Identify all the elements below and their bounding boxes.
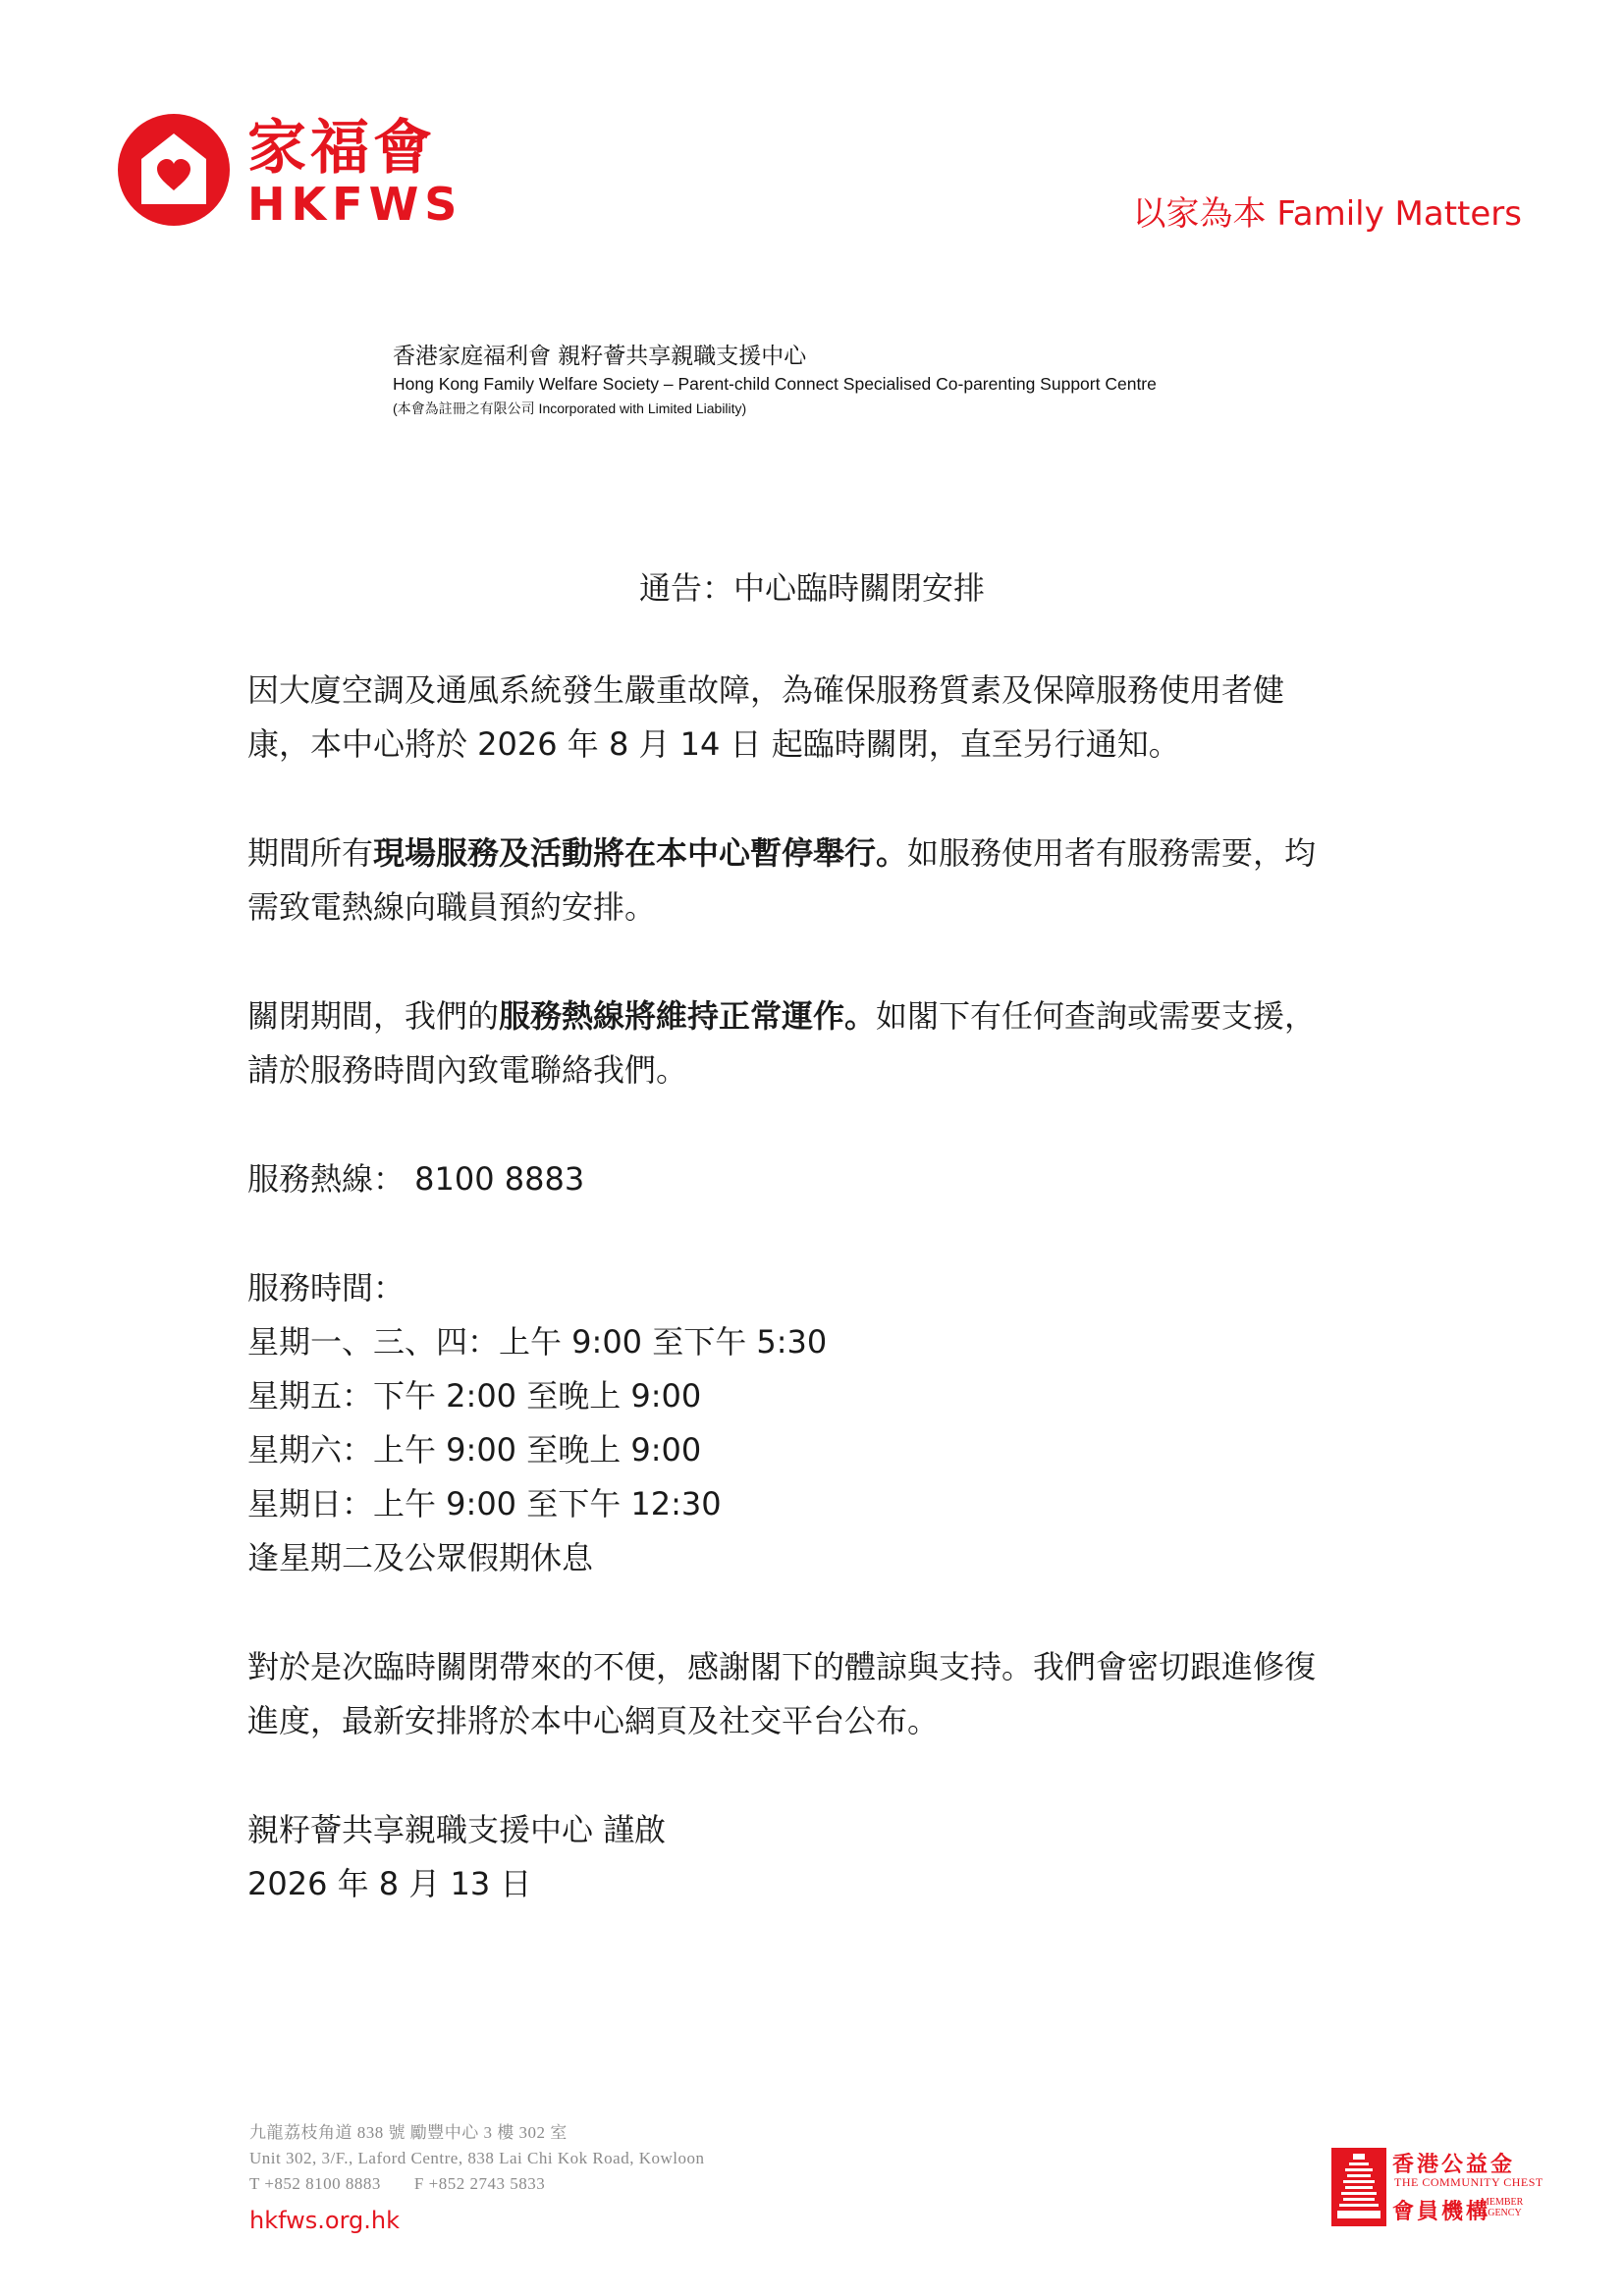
- logo-chinese-name: 家福會: [247, 114, 436, 183]
- logo-wordmark: [247, 114, 463, 231]
- text-span: 關閉期間，我們的: [247, 997, 500, 1035]
- hkfws-logo-icon: [116, 112, 232, 232]
- paragraph-apology: [247, 1640, 1377, 1748]
- tagline: 以家為本 Family Matters: [1132, 194, 1522, 234]
- service-hours-row: 星期六：上午 9:00 至晚上 9:00: [247, 1431, 702, 1468]
- notice-title: 通告：中心臨時關閉安排: [638, 569, 985, 607]
- text-line: 因大廈空調及通風系統發生嚴重故障，為確保服務質素及保障服務使用者健: [247, 671, 1285, 709]
- footer-address: [249, 2120, 705, 2197]
- phone-number: T +852 8100 8883: [249, 2174, 381, 2193]
- text-line: 服務熱線： 8100 8883: [247, 1160, 585, 1198]
- website-link[interactable]: hkfws.org.hk: [249, 2207, 400, 2234]
- contact-numbers: [249, 2171, 705, 2197]
- bold-text: 服務熱線將維持正常運作。: [499, 997, 877, 1035]
- address-english: Unit 302, 3/F., Laford Centre, 838 Lai Chi Kok Road, Kowloon: [249, 2149, 705, 2167]
- text-line: 對於是次臨時關閉帶來的不便，感謝閣下的體諒與支持。我們會密切跟進修復: [247, 1648, 1317, 1685]
- notice-body: [247, 664, 1377, 1966]
- service-hours-row: 星期一、三、四：上午 9:00 至下午 5:30: [247, 1323, 828, 1361]
- notice-date: 2026 年 8 月 13 日: [247, 1865, 532, 1902]
- hotline-number: [247, 1152, 1377, 1206]
- bold-text: 現場服務及活動將在本中心暫停舉行。: [373, 834, 908, 872]
- service-hours-title: 服務時間：: [247, 1269, 406, 1307]
- signature-block: [247, 1803, 1377, 1911]
- logo-english-name: HKFWS: [247, 178, 463, 231]
- organization-info: [393, 342, 1157, 420]
- member-agency-chinese: 會員機構: [1392, 2200, 1491, 2224]
- org-incorporation-note: (本會為註冊之有限公司 Incorporated with Limited Liability): [393, 400, 747, 416]
- text-line: [247, 827, 1377, 881]
- fax-number: F +852 2743 5833: [413, 2174, 546, 2193]
- service-hours-row: 星期日：上午 9:00 至下午 12:30: [247, 1485, 722, 1522]
- member-agency-english: MEMBER AGENCY: [1481, 2197, 1524, 2218]
- service-hours-row: 星期五：下午 2:00 至晚上 9:00: [247, 1377, 702, 1415]
- address-chinese: 九龍荔枝角道 838 號 勵豐中心 3 樓 302 室: [249, 2123, 568, 2142]
- community-chest-logo-icon: [1331, 2148, 1386, 2230]
- community-chest-name-english: THE COMMUNITY CHEST: [1394, 2175, 1543, 2189]
- text-span: 如閣下有任何查詢或需要支援，: [876, 997, 1317, 1035]
- text-line: 康，本中心將於 2026 年 8 月 14 日 起臨時關閉，直至另行通知。: [247, 725, 1180, 763]
- text-line: 進度，最新安排將於本中心網頁及社交平台公布。: [247, 1702, 940, 1739]
- text-line: 請於服務時間內致電聯絡我們。: [247, 1051, 688, 1089]
- text-line: [247, 989, 1377, 1043]
- service-hours: [247, 1261, 1377, 1585]
- signatory: 親籽薈共享親職支援中心 謹啟: [247, 1811, 667, 1848]
- paragraph-closure-reason: [247, 664, 1377, 772]
- text-line: 需致電熱線向職員預約安排。: [247, 888, 657, 926]
- paragraph-services-suspended: [247, 827, 1377, 934]
- org-name-chinese: 香港家庭福利會 親籽薈共享親職支援中心: [393, 344, 807, 369]
- org-name-english: Hong Kong Family Welfare Society – Parent-child Connect Specialised Co-parenting Support Centre: [393, 374, 1157, 394]
- paragraph-hotline-operation: [247, 989, 1377, 1097]
- service-hours-row: 逢星期二及公眾假期休息: [247, 1539, 594, 1576]
- community-chest-name-chinese: 香港公益金: [1392, 2153, 1516, 2177]
- text-span: 期間所有: [247, 834, 374, 872]
- text-span: 如服務使用者有服務需要，均: [907, 834, 1317, 872]
